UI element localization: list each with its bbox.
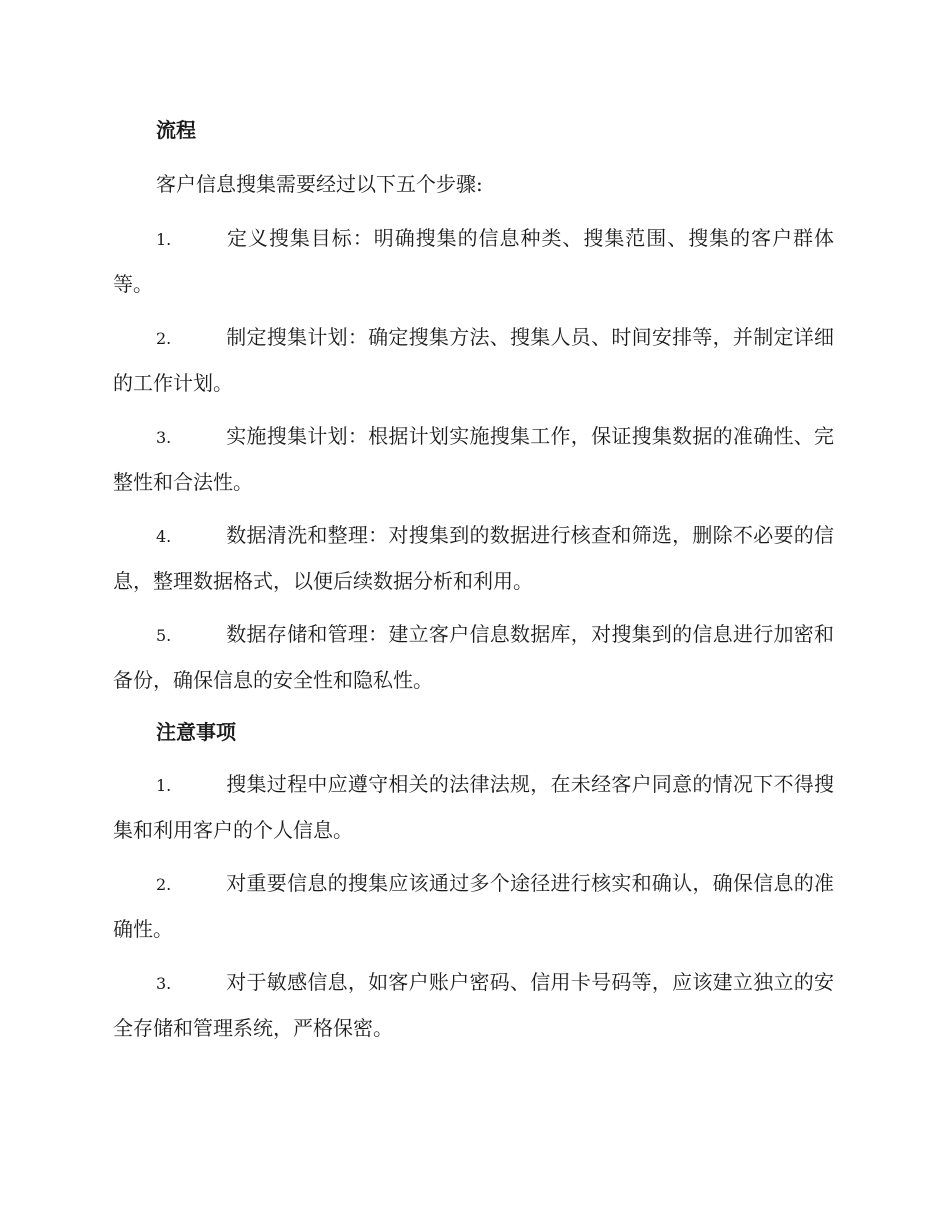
list-item-text: 搜集过程中应遵守相关的法律法规，在未经客户同意的情况下不得搜集和利用客户的个人信息。 bbox=[113, 772, 834, 842]
list-number: 4. bbox=[156, 527, 172, 546]
list-number: 3. bbox=[156, 428, 172, 447]
list-number: 1. bbox=[156, 776, 172, 795]
list-number: 1. bbox=[156, 230, 172, 249]
list-item-text: 对重要信息的搜集应该通过多个途径进行核实和确认，确保信息的准确性。 bbox=[113, 871, 834, 941]
list-item-text: 数据清洗和整理：对搜集到的数据进行核查和筛选，删除不必要的信息，整理数据格式，以便后续数据分析和利用。 bbox=[113, 523, 834, 593]
list-number: 3. bbox=[156, 974, 172, 993]
list-item bbox=[113, 414, 834, 504]
list-number: 2. bbox=[156, 329, 172, 348]
list-item bbox=[113, 762, 834, 852]
list-item bbox=[113, 315, 834, 405]
list-number: 2. bbox=[156, 875, 172, 894]
list-item bbox=[113, 513, 834, 603]
list-item-text: 对于敏感信息，如客户账户密码、信用卡号码等，应该建立独立的安全存储和管理系统，严格保密。 bbox=[113, 970, 834, 1040]
list-item-text: 定义搜集目标：明确搜集的信息种类、搜集范围、搜集的客户群体等。 bbox=[113, 226, 834, 296]
process-steps-list bbox=[113, 216, 834, 702]
intro-paragraph: 客户信息搜集需要经过以下五个步骤: bbox=[156, 172, 483, 196]
list-item bbox=[113, 216, 834, 306]
list-item bbox=[113, 960, 834, 1050]
list-item bbox=[113, 612, 834, 702]
section-heading-notes: 注意事项 bbox=[156, 720, 236, 744]
list-number: 5. bbox=[156, 626, 172, 645]
list-item-text: 数据存储和管理：建立客户信息数据库，对搜集到的信息进行加密和备份，确保信息的安全性和隐私性。 bbox=[113, 622, 834, 692]
list-item-text: 制定搜集计划：确定搜集方法、搜集人员、时间安排等，并制定详细的工作计划。 bbox=[113, 325, 834, 395]
section-heading-process: 流程 bbox=[156, 118, 196, 142]
list-item bbox=[113, 861, 834, 951]
list-item-text: 实施搜集计划：根据计划实施搜集工作，保证搜集数据的准确性、完整性和合法性。 bbox=[113, 424, 834, 494]
notes-list bbox=[113, 762, 834, 1050]
